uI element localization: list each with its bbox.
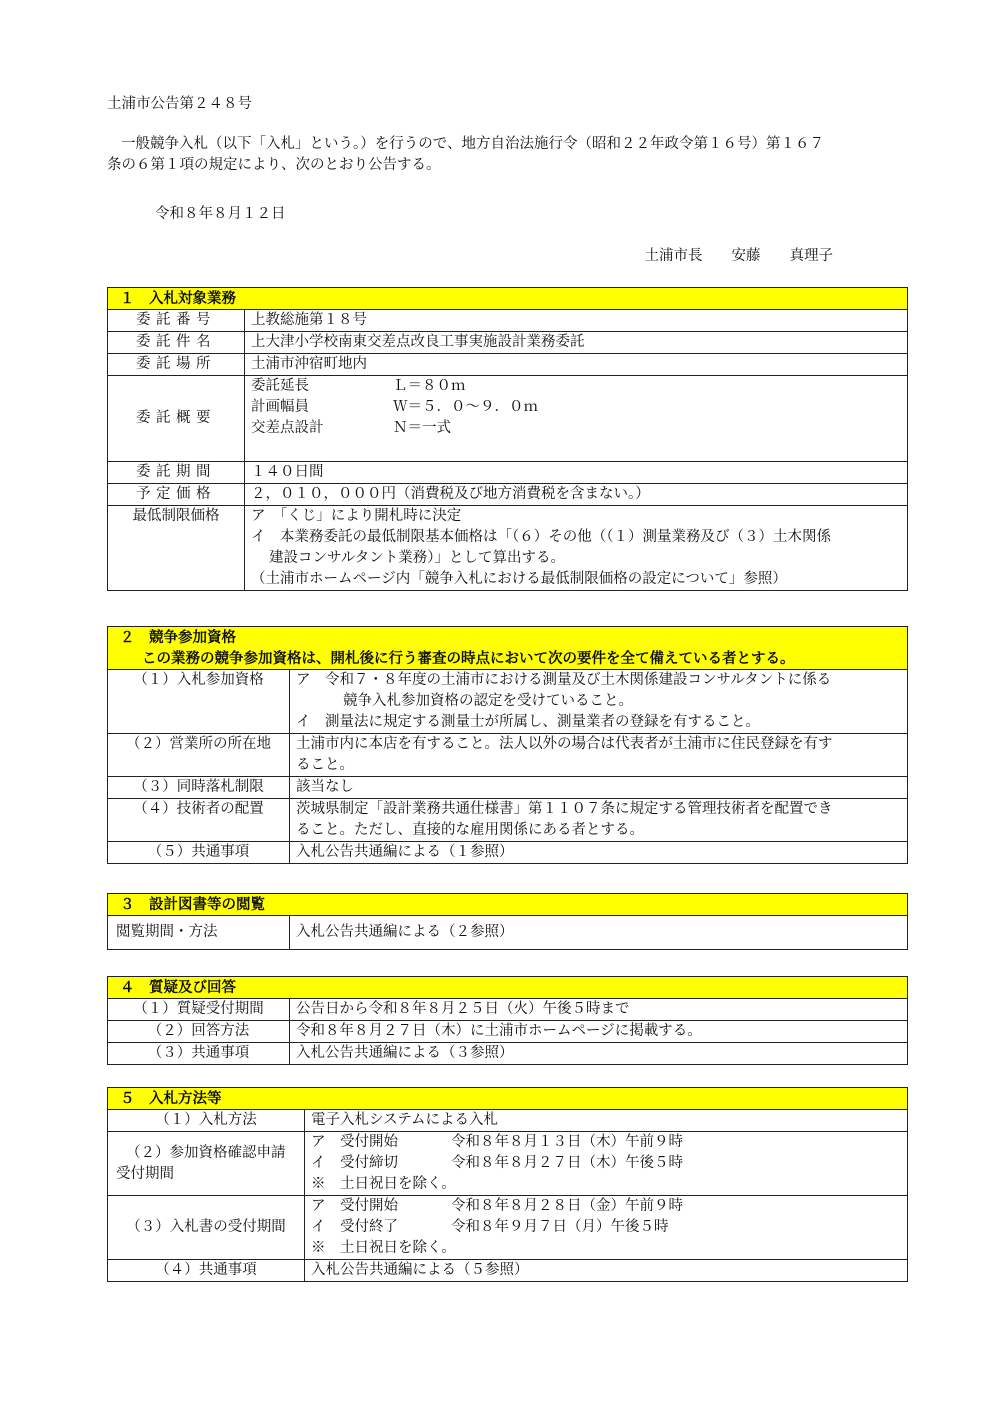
inspection-value: 入札公告共通編による（２参照）: [290, 916, 908, 950]
section1-table: [107, 287, 908, 591]
summary-value: Ｎ＝一式: [393, 420, 451, 436]
intro-line: 一般競争入札（以下「入札」という。）を行うので、地方自治法施行令（昭和２２年政令第１６号）第１６７: [121, 136, 824, 152]
minimum-price-line: ア 「くじ」により開札時に決定: [251, 508, 462, 524]
section2-subheader: [108, 648, 908, 670]
section2-subtitle: この業務の競争参加資格は、開札後に行う審査の時点において次の要件を全て備えている者とする。: [108, 648, 908, 670]
section1-header: [108, 288, 908, 310]
table-row: [108, 999, 908, 1021]
question-period-label: （１）質疑受付期間: [108, 999, 290, 1021]
notice-date: 令和８年８月１２日: [155, 206, 286, 222]
table-row: [108, 1021, 908, 1043]
planned-price-label: 予定価格: [108, 484, 245, 506]
period-key: イ 受付締切: [311, 1155, 398, 1171]
commission-number-value: 上教総施第１８号: [245, 310, 908, 332]
commission-number-label: 委託番号: [108, 310, 245, 332]
table-row: [108, 462, 908, 484]
inspection-label: 閲覧期間・方法: [108, 916, 290, 950]
engineer-placement-line: ること。ただし、直接的な雇用関係にある者とする。: [296, 822, 644, 838]
qualification-confirm-label-line: （２）参加資格確認申請: [126, 1144, 286, 1161]
section1-title: １ 入札対象業務: [108, 288, 908, 310]
section5-title: ５ 入札方法等: [108, 1088, 908, 1110]
qualification-confirm-label: [108, 1132, 305, 1196]
period-line: [311, 1153, 901, 1174]
period-value: 令和８年９月７日（月）午後５時: [451, 1219, 669, 1235]
section2-table: [107, 626, 908, 864]
section4-title: ４ 質疑及び回答: [108, 977, 908, 999]
office-location-line: ること。: [296, 757, 354, 773]
table-row: [108, 734, 908, 777]
commission-name-value: 上大津小学校南東交差点改良工事実施設計業務委託: [245, 332, 908, 354]
table-row: [108, 916, 908, 950]
signer: 土浦市長 安藤 真理子: [644, 248, 833, 264]
summary-value: Ｗ＝５．０～９．０ｍ: [393, 399, 538, 415]
table-row: [108, 777, 908, 799]
qualification-value: [290, 670, 908, 734]
table-row: [108, 354, 908, 376]
commission-summary-label: 委託概要: [108, 376, 245, 462]
period-line: [311, 1196, 901, 1217]
qualification-label: （１）入札参加資格: [108, 670, 290, 734]
table-row: [108, 1196, 908, 1260]
minimum-price-label: 最低制限価格: [108, 506, 245, 591]
common-matters-label: （３）共通事項: [108, 1043, 290, 1065]
engineer-placement-label: （４）技術者の配置: [108, 799, 290, 842]
summary-item: [251, 418, 901, 439]
common-matters-value: 入札公告共通編による（１参照）: [290, 842, 908, 864]
intro-line: 条の６第１項の規定により、次のとおり公告する。: [107, 157, 441, 173]
table-row: [108, 376, 908, 462]
minimum-price-line: イ 本業務委託の最低制限基本価格は「（６）その他（（１）測量業務及び（３）土木関係: [251, 529, 831, 545]
simultaneous-award-value: 該当なし: [290, 777, 908, 799]
period-value: 令和８年８月１３日（木）午前９時: [451, 1134, 683, 1150]
summary-key: 計画幅員: [251, 399, 309, 415]
section5-table: [107, 1087, 908, 1282]
bid-document-period-label: （３）入札書の受付期間: [108, 1196, 305, 1260]
common-matters-value: 入札公告共通編による（５参照）: [305, 1260, 908, 1282]
period-line: [311, 1174, 901, 1195]
notice-number: 土浦市公告第２４８号: [107, 96, 252, 112]
period-key: イ 受付終了: [311, 1219, 398, 1235]
table-row: [108, 484, 908, 506]
planned-price-value: ２，０１０，０００円（消費税及び地方消費税を含まない。）: [245, 484, 908, 506]
bid-method-value: 電子入札システムによる入札: [305, 1110, 908, 1132]
table-row: [108, 1110, 908, 1132]
summary-item: [251, 376, 901, 397]
qualification-confirm-label-line: 受付期間: [116, 1165, 174, 1182]
common-matters-label: （５）共通事項: [108, 842, 290, 864]
office-location-line: 土浦市内に本店を有すること。法人以外の場合は代表者が土浦市に住民登録を有す: [296, 736, 833, 752]
section4-header: [108, 977, 908, 999]
office-location-value: [290, 734, 908, 777]
commission-period-label: 委託期間: [108, 462, 245, 484]
intro-paragraph: [107, 134, 907, 176]
period-line: [311, 1132, 901, 1153]
section2-title: ２ 競争参加資格: [108, 627, 908, 649]
bid-document-period-value: [305, 1196, 908, 1260]
summary-value: Ｌ＝８０ｍ: [393, 378, 466, 394]
minimum-price-line: 建設コンサルタント業務）」として算出する。: [269, 550, 565, 566]
summary-key: 交差点設計: [251, 420, 324, 436]
office-location-label: （２）営業所の所在地: [108, 734, 290, 777]
section2-header: [108, 627, 908, 649]
engineer-placement-value: [290, 799, 908, 842]
simultaneous-award-label: （３）同時落札制限: [108, 777, 290, 799]
table-row: [108, 506, 908, 591]
summary-item: [251, 397, 901, 418]
period-key: ア 受付開始: [311, 1134, 398, 1150]
period-key: ア 受付開始: [311, 1198, 398, 1214]
table-row: [108, 799, 908, 842]
period-key: ※ 土日祝日を除く。: [311, 1240, 456, 1256]
commission-name-label: 委託件名: [108, 332, 245, 354]
section4-table: [107, 976, 908, 1065]
bid-method-label: （１）入札方法: [108, 1110, 305, 1132]
qualification-confirm-value: [305, 1132, 908, 1196]
summary-key: 委託延長: [251, 378, 309, 394]
question-period-value: 公告日から令和８年８月２５日（火）午後５時まで: [290, 999, 908, 1021]
period-line: [311, 1238, 901, 1259]
qualification-line: ア 令和７・８年度の土浦市における測量及び土木関係建設コンサルタントに係る: [296, 672, 832, 688]
qualification-line: イ 測量法に規定する測量士が所属し、測量業者の登録を有すること。: [296, 714, 760, 730]
period-value: 令和８年８月２７日（木）午後５時: [451, 1155, 683, 1171]
common-matters-label: （４）共通事項: [108, 1260, 305, 1282]
commission-summary-value: [245, 376, 908, 462]
period-value: 令和８年８月２８日（金）午前９時: [451, 1198, 683, 1214]
section5-header: [108, 1088, 908, 1110]
period-line: [311, 1217, 901, 1238]
engineer-placement-line: 茨城県制定「設計業務共通仕様書」第１１０７条に規定する管理技術者を配置でき: [296, 801, 833, 817]
table-row: [108, 1043, 908, 1065]
table-row: [108, 332, 908, 354]
section3-title: ３ 設計図書等の閲覧: [108, 894, 908, 916]
answer-method-value: 令和８年８月２７日（木）に土浦市ホームページに掲載する。: [290, 1021, 908, 1043]
period-key: ※ 土日祝日を除く。: [311, 1176, 456, 1192]
table-row: [108, 1132, 908, 1196]
section3-header: [108, 894, 908, 916]
table-row: [108, 310, 908, 332]
commission-place-value: 土浦市沖宿町地内: [245, 354, 908, 376]
common-matters-value: 入札公告共通編による（３参照）: [290, 1043, 908, 1065]
table-row: [108, 842, 908, 864]
answer-method-label: （２）回答方法: [108, 1021, 290, 1043]
commission-period-value: １４０日間: [245, 462, 908, 484]
minimum-price-line: （土浦市ホームページ内「競争入札における最低制限価格の設定について」参照）: [251, 571, 787, 587]
table-row: [108, 670, 908, 734]
minimum-price-value: [245, 506, 908, 591]
commission-place-label: 委託場所: [108, 354, 245, 376]
section3-table: [107, 893, 908, 950]
qualification-line: 競争入札参加資格の認定を受けていること。: [343, 693, 633, 709]
table-row: [108, 1260, 908, 1282]
